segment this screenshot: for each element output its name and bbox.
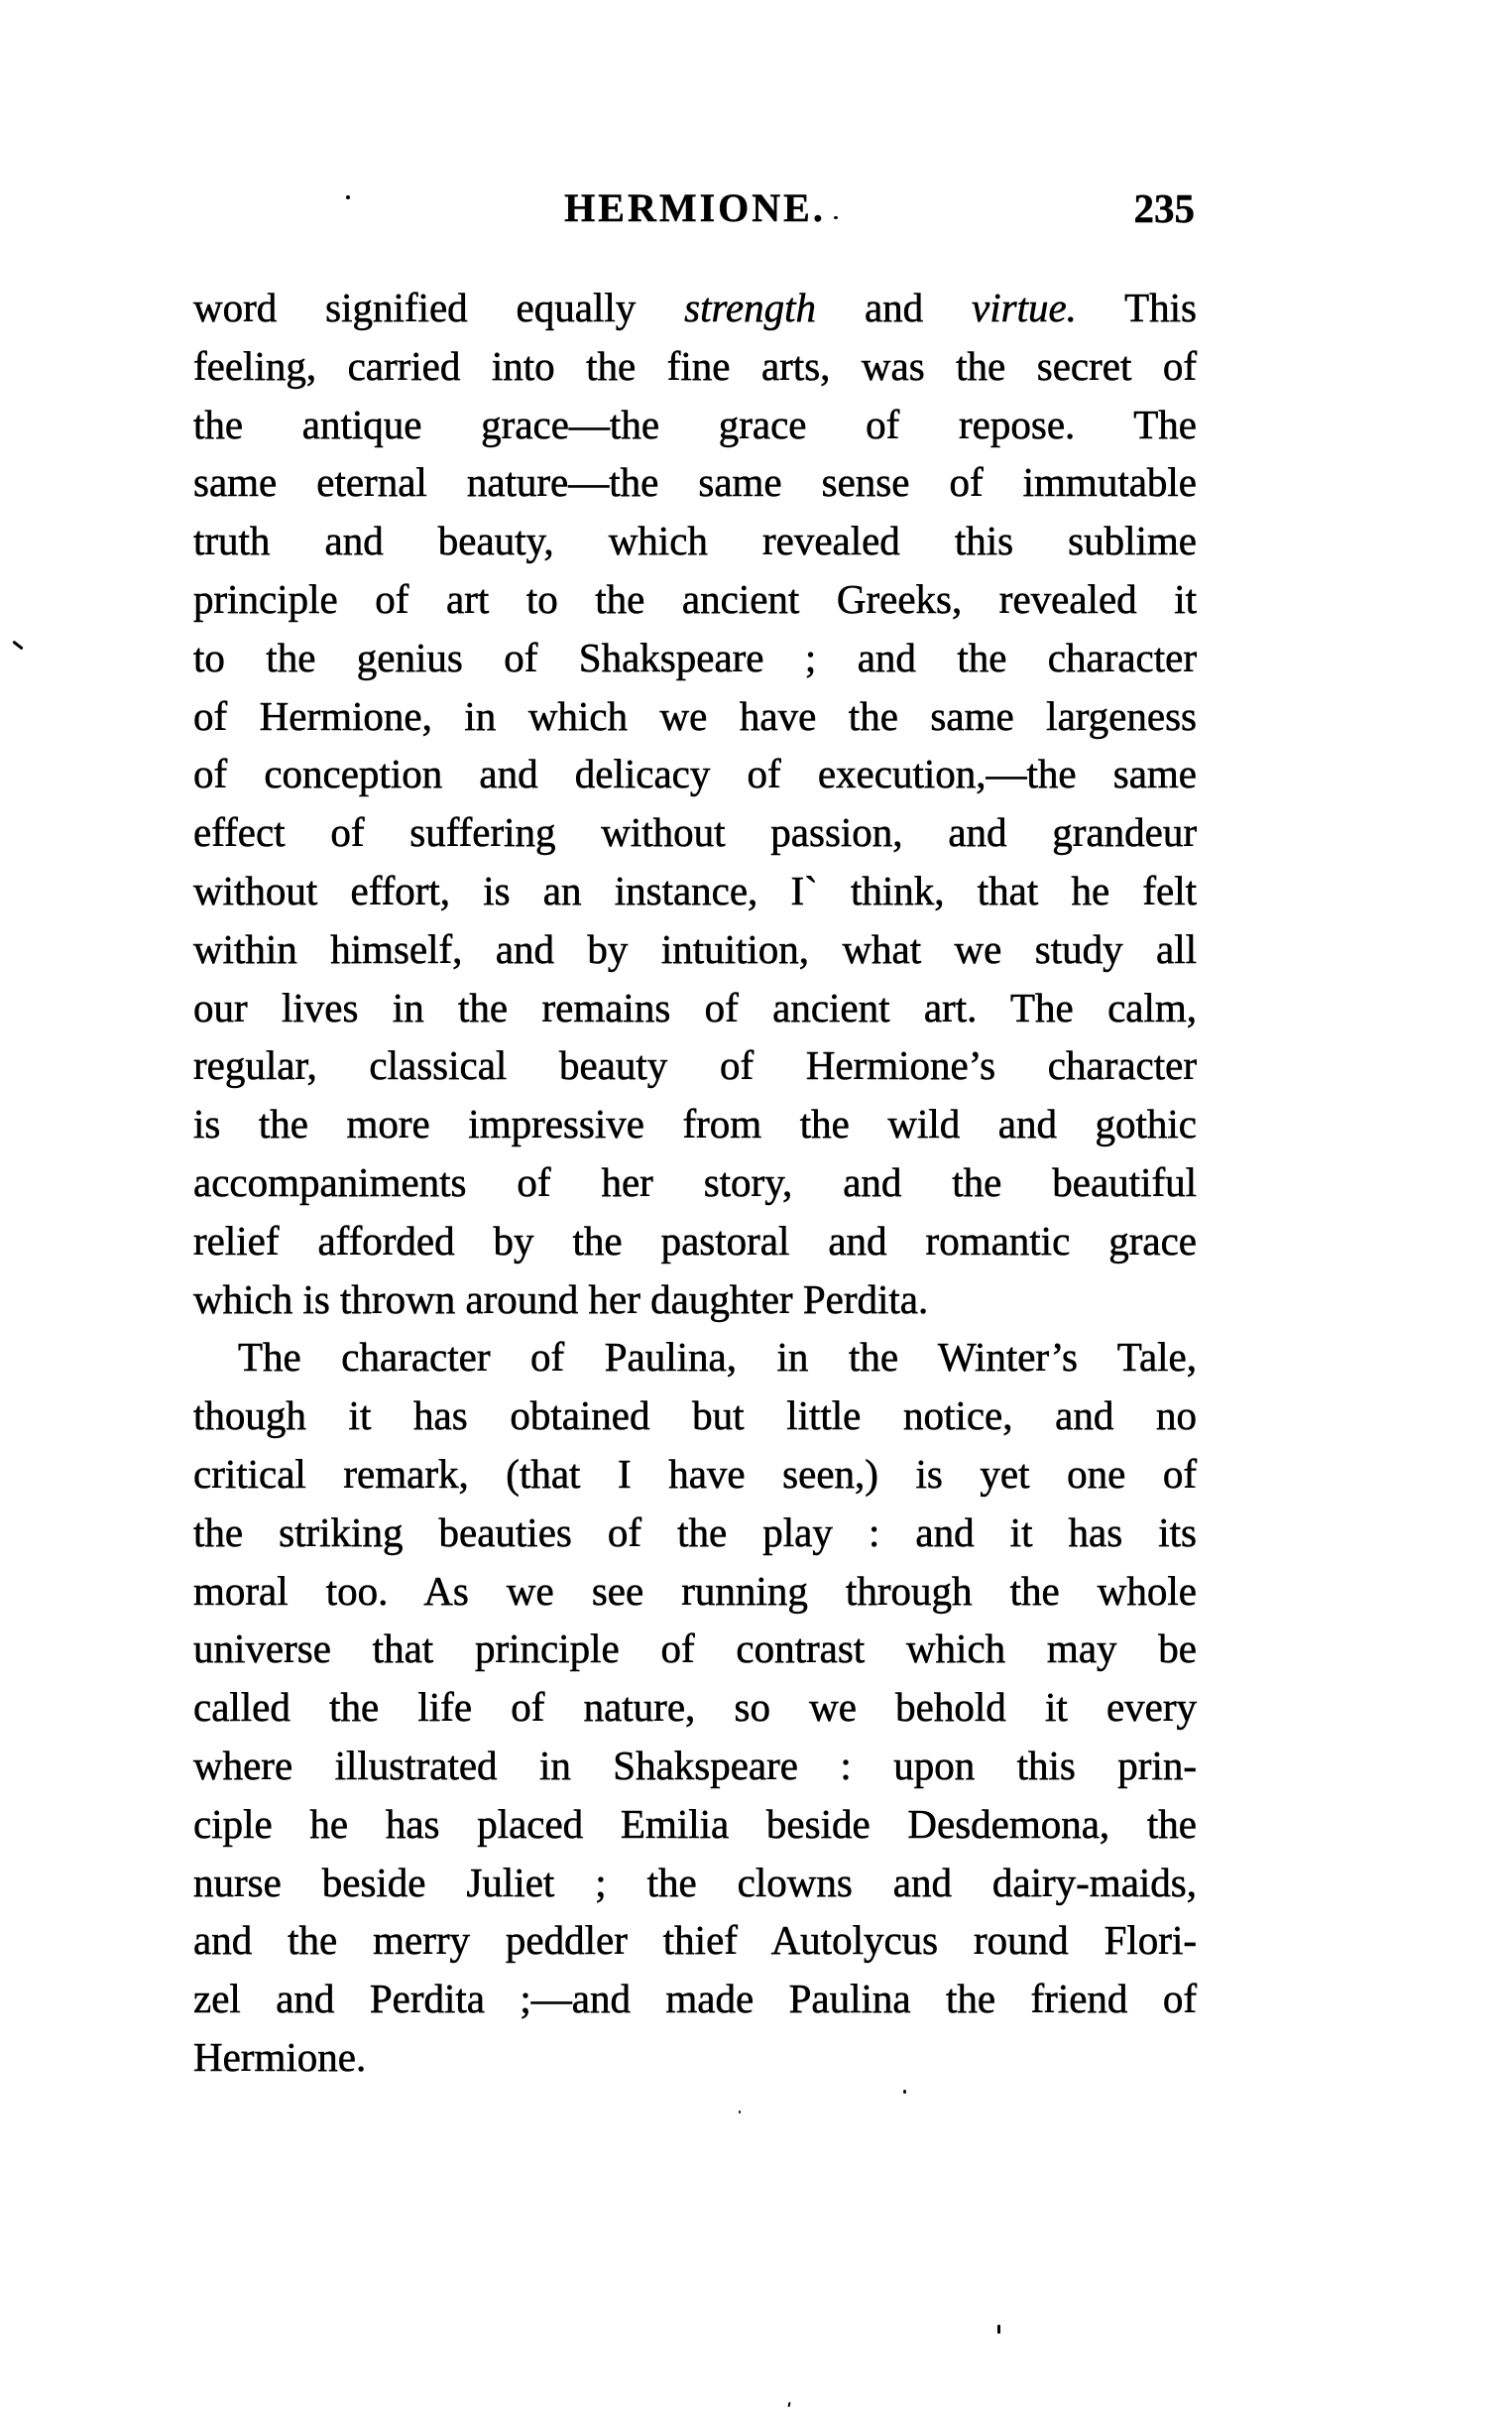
ink-speck [997,2325,1000,2334]
text-segment: accompaniments of her story, and the beautiful [193,1158,1197,1205]
text-line [193,687,1197,746]
text-line [193,1854,1197,1912]
running-header [193,184,1197,232]
text-line [193,1620,1197,1678]
text-line [193,1678,1197,1737]
text-segment: principle of art to the ancient Greeks, revealed it [193,575,1197,622]
ink-speck [834,216,838,219]
text-line [193,1153,1197,1212]
text-line [193,1036,1197,1095]
text-segment: word signified equally [193,285,685,330]
body-text [193,279,1197,2087]
text-segment: feeling, carried into the fine arts, was the secret of [193,342,1197,389]
text-segment: the antique grace—the grace of repose. The [193,401,1197,447]
text-segment: and the merry peddler thief Autolycus round Flori- [193,1917,1197,1964]
text-segment: The character of Paulina, in the Winter’s Tale, [238,1334,1197,1381]
text-segment: relief afforded by the pastoral and romantic grace [193,1217,1197,1264]
page-number: 235 [1133,185,1195,231]
text-segment: the striking beauties of the play : and it has its [193,1508,1197,1555]
text-segment: zel and Perdita ;—and made Paulina the friend of [193,1976,1197,2022]
text-segment: ciple he has placed Emilia beside Desdemona, the [193,1800,1197,1847]
text-line [193,396,1197,454]
text-line [193,1795,1197,1854]
text-line [193,745,1197,803]
text-line [193,512,1197,570]
text-line [193,1504,1197,1562]
text-segment: universe that principle of contrast which may be [193,1626,1197,1672]
text-line [193,629,1197,687]
text-segment: same eternal nature—the same sense of immutable [193,459,1197,506]
text-segment: This [1076,285,1197,330]
text-line [193,862,1197,920]
text-segment: to the genius of Shakspeare ; and the character [193,634,1197,680]
text-line [193,1970,1197,2028]
text-line [193,279,1197,337]
text-segment: called the life of nature, so we behold it every [193,1684,1197,1731]
text-segment: which is thrown around her daughter Perdita. [193,1275,929,1322]
italic-text: virtue. [972,285,1077,330]
text-segment: truth and beauty, which revealed this sublime [193,518,1197,564]
text-segment: regular, classical beauty of Hermione’s character [193,1042,1197,1089]
italic-text: strength [684,285,817,330]
text-line [193,1328,1197,1387]
text-segment: is the more impressive from the wild and gothic [193,1101,1197,1147]
text-segment: and [816,285,973,330]
text-line [193,337,1197,396]
text-segment: without effort, is an instance, I` think, that he felt [193,867,1197,913]
ink-speck [346,195,350,199]
text-segment: of Hermione, in which we have the same largeness [193,692,1197,739]
text-line [193,453,1197,512]
text-line [193,570,1197,629]
text-segment: our lives in the remains of ancient art. The calm, [193,984,1197,1030]
text-segment: effect of suffering without passion, and grandeur [193,809,1197,856]
text-line [193,1387,1197,1445]
text-segment: though it has obtained but little notice, and no [193,1392,1197,1439]
ink-speck [739,2111,741,2113]
ink-speck [903,2090,906,2094]
text-line [193,1095,1197,1153]
text-line [193,1270,1197,1329]
page-title: HERMIONE. [564,185,826,230]
text-line [193,979,1197,1037]
text-segment: of conception and delicacy of execution,—the same [193,751,1197,797]
text-line [193,1562,1197,1621]
text-line [193,803,1197,862]
text-line [193,2028,1197,2087]
ink-speck [12,641,23,651]
text-line [193,1212,1197,1270]
ink-speck [788,2402,791,2407]
text-line [193,920,1197,979]
text-line [193,1445,1197,1504]
text-segment: where illustrated in Shakspeare : upon this prin- [193,1742,1197,1788]
text-segment: critical remark, (that I have seen,) is yet one of [193,1450,1197,1497]
text-segment: Hermione. [193,2033,367,2080]
text-segment: within himself, and by intuition, what we study all [193,925,1197,972]
text-segment: moral too. As we see running through the whole [193,1567,1197,1614]
text-line [193,1911,1197,1970]
text-segment: nurse beside Juliet ; the clowns and dairy-maids, [193,1859,1197,1905]
text-line [193,1737,1197,1795]
